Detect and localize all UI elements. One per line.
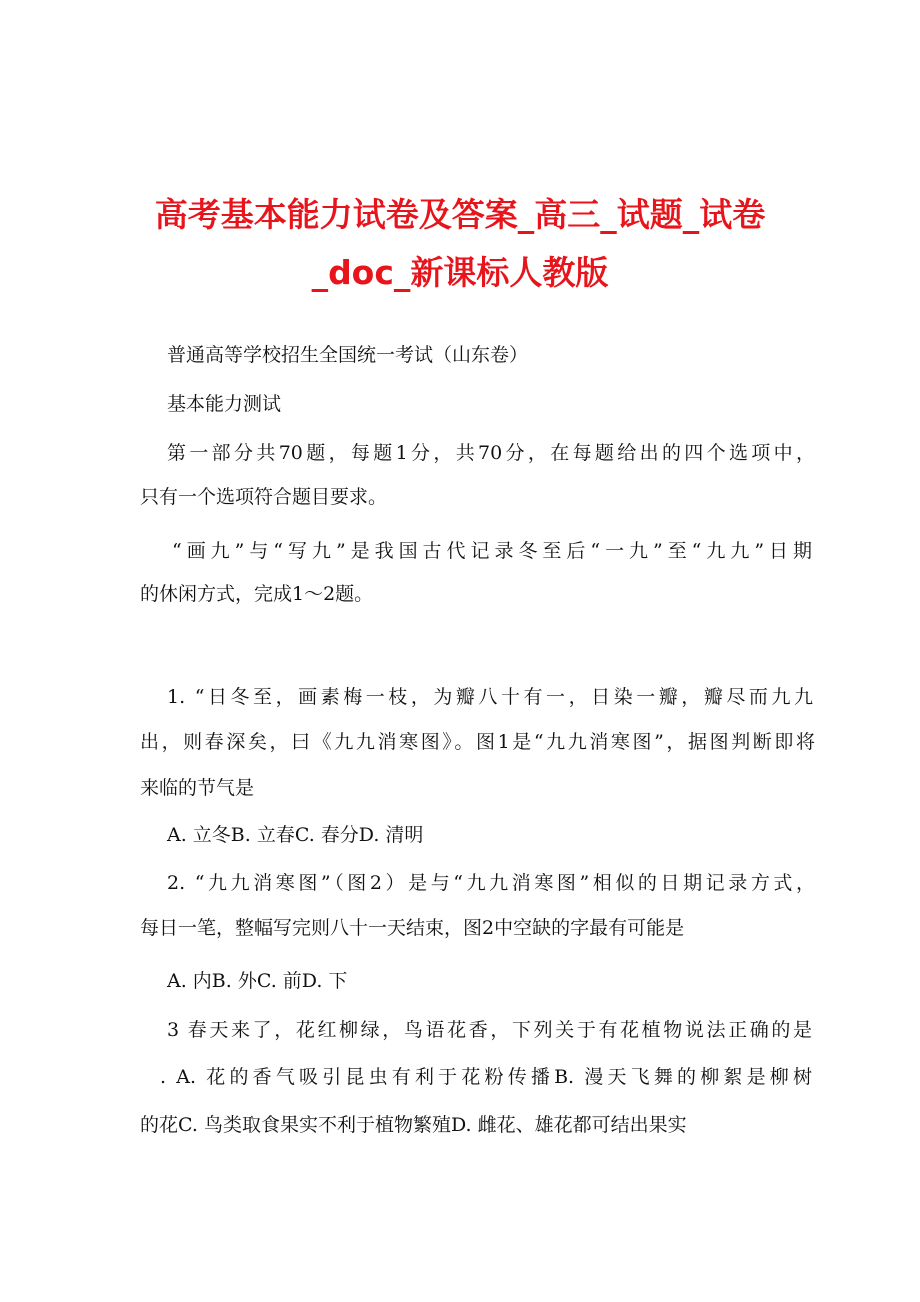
question-1-options: A. 立冬B. 立春C. 春分D. 清明 xyxy=(167,824,424,846)
question-2-line: 每日一笔，整幅写完则八十一天结束，图2中空缺的字最有可能是 xyxy=(140,917,685,939)
question-2-options: A. 内B. 外C. 前D. 下 xyxy=(167,970,348,992)
question-2-line: 2. “九九消寒图”（图2）是与“九九消寒图”相似的日期记录方式， xyxy=(167,872,815,894)
passage-line: 的休闲方式，完成1～2题。 xyxy=(140,583,374,605)
question-3-options: . A. 花的香气吸引昆虫有利于花粉传播B. 漫天飞舞的柳絮是柳树 xyxy=(160,1066,812,1088)
question-1-line: 出，则春深矣，曰《九九消寒图》。图1是“九九消寒图”，据图判断即将 xyxy=(140,731,815,753)
test-name: 基本能力测试 xyxy=(167,393,282,415)
exam-name: 普通高等学校招生全国统一考试（山东卷） xyxy=(167,344,529,366)
question-3-line: 3 春天来了，花红柳绿，鸟语花香，下列关于有花植物说法正确的是 xyxy=(167,1019,812,1041)
question-3-options: 的花C. 鸟类取食果实不利于植物繁殖D. 雌花、雄花都可结出果实 xyxy=(140,1114,687,1136)
passage-line: “画九”与“写九”是我国古代记录冬至后“一九”至“九九”日期 xyxy=(172,540,812,562)
question-1-line: 1. “日冬至，画素梅一枝，为瓣八十有一，日染一瓣，瓣尽而九九 xyxy=(167,686,813,708)
document-title-line-2: _doc_新课标人教版 xyxy=(311,253,609,292)
instructions-line: 第一部分共70题，每题1分，共70分，在每题给出的四个选项中， xyxy=(167,442,815,464)
question-1-line: 来临的节气是 xyxy=(140,777,255,799)
instructions-line: 只有一个选项符合题目要求。 xyxy=(140,486,388,508)
document-title-line-1: 高考基本能力试卷及答案_高三_试题_试卷 xyxy=(154,195,766,234)
